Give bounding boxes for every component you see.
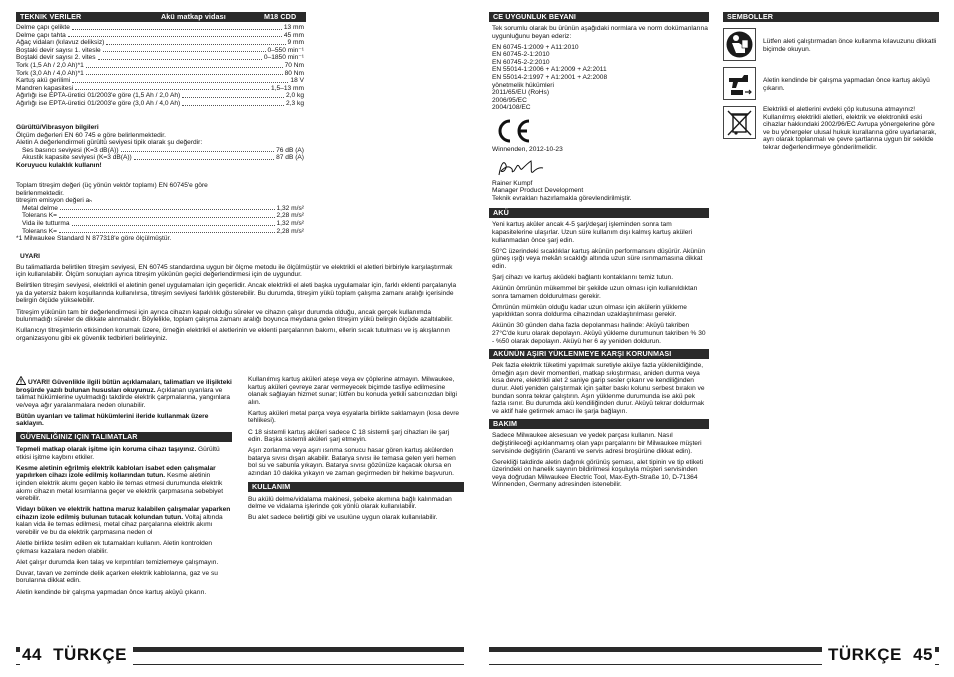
- read-manual-icon: [723, 28, 756, 61]
- spec-row-value: 13 mm: [283, 24, 304, 31]
- spec-row-label: Ağırlığı ise EPTA-üretici 01/2003'e göre (3,0 Ah / 4,0 Ah): [16, 99, 181, 107]
- aku-paragraph: Ömrünün mümkün olduğu kadar uzun olması için akülerin yükleme yapıldıktan sonra doldurma cihazından uzaklaştırılması gerekir.: [492, 303, 687, 319]
- spec-row: [16, 70, 304, 78]
- ce-authorization: Teknik evrakları hazırlamakla görevlendirilmiştir.: [492, 194, 632, 202]
- crossed-bin-icon: [723, 106, 756, 139]
- symbol-row-3: [723, 106, 939, 152]
- vibration-section: [16, 182, 304, 243]
- spec-header: [16, 12, 306, 22]
- safety-column: [16, 376, 232, 600]
- usage-p1: Bu akülü delme/vidalama makinesi, şebeke akımına bağlı kalınmadan delme ve vidalama işlerinde çok yönlü olarak kullanılabilir.: [248, 495, 452, 511]
- spec-model: M18 CDD: [264, 12, 297, 21]
- spec-row-value: 0–1850 min⁻¹: [263, 54, 304, 62]
- warning-section: [16, 253, 464, 346]
- warning-p2: Belirtilen titreşim seviyesi, elektrikli el aletinin genel uygulamaları için geçerlidir. Ancak elektrikli el aleti başka uygulamalar için, farklı eklenti parçalarıyla ya da yetersiz bakım koşullarında kullanılırsa, titreşim seviyesi farklılık gösterebilir. Bu durumda, titreşim yükü toplam çalışma zamanı aralığı içerisinde belirgin ölçüde yükselebilir.: [16, 282, 457, 305]
- overload-paragraph: Pek fazla elektrik tüketimi yapılmak suretiyle aküye fazla yüklenildiğinde, örneğin aşırı devir momentleri, matkap sıkıştırması, aniden durma veya kısa devre, elektrikli alet 2 saniye garip sesler çıkarır ve kendiliğinden durur. Aleti yeniden çalıştırmak için şalter baskı kolunu serbest bırakın ve bundan sonra tekrar çalıştırın. Aşırı yüklenme durumunda ise akü pek fazla ısınır. Bu durumda akü kendiliğinden durur. Aküyü tekrar doldurmak ve aktif hale getirmek amacı ile şarja bağlayın.: [492, 362, 705, 415]
- language-right: TÜRKÇE: [828, 645, 902, 664]
- spec-title: TEKNIK VERILER: [20, 12, 82, 21]
- safety-header: GÜVENLIĞINIZ IÇIN TALIMATLAR: [16, 432, 232, 442]
- aku-paragraph: Akünün 30 günden daha fazla depolanması halinde: Aküyü takriben 27°C'de kuru olarak depolayın. Aküyü yükleme durumunun takriben % 30 - %50 olarak depolayın. Aküyü her 6 ay yeniden doldurun.: [492, 322, 706, 345]
- symbol-row-2: [723, 67, 939, 100]
- symbols-column: [723, 12, 939, 152]
- spec-row-label: Ağırlığı ise EPTA-üretici 01/2003'e göre (1,5 Ah / 2,0 Ah): [16, 92, 181, 100]
- usage-header: KULLANIM: [248, 482, 464, 492]
- spec-row-label: Tork (3,0 Ah / 4,0 Ah)*1: [16, 69, 84, 77]
- safety-item-3: Vidayı büken ve elektrik hattına maruz kalabilen çalışmalar yaparken cihazın izole edilmiş bulunan tutacak kolundan tutun. Voltaj altında kalan vida ile temas edilmesi, metal cihaz parçalarına elektrik akımı verebilir ve bu da elektrik çarpmasına neden ol: [16, 506, 231, 536]
- noise-row-label: Akustik kapasite seviyesi (K=3 dB(A)): [22, 154, 132, 162]
- bakim-paragraph: Sadece Milwaukee aksesuarı ve yedek parçası kullanın. Nasıl değiştirileceği açıklanmamış olan yapı parçalarını bir Milwaukee müşteri servisinde değiştirin (Garanti ve servis adresi broşürüne dikkat edin).: [492, 432, 702, 455]
- vib-row-value: 2,28 m/s²: [276, 227, 304, 235]
- ce-norm-line: 2006/95/EC: [492, 96, 527, 104]
- attention-keep: Bütün uyarıları ve talimat hükümlerini ileride kullanmak üzere saklayın.: [16, 412, 209, 428]
- remove-battery-icon: [723, 67, 756, 100]
- attention-block: [16, 376, 232, 409]
- ce-header: CE UYGUNLUK BEYANI: [489, 12, 709, 22]
- safety-item-6: Duvar, tavan ve zeminde delik açarken elektrik kablolarına, gaz ve su borularına dikkat edin.: [16, 569, 218, 585]
- vib-row: [22, 228, 304, 236]
- col2-p3: C 18 sistemli kartuş aküleri sadece C 18 sistemli şarj cihazları ile şarj edin. Başka sistemli aküleri şarj etmeyin.: [248, 428, 450, 444]
- noise-p1: Ölçüm değerleri EN 60 745 e göre belirlenmektedir.: [16, 131, 166, 139]
- vib-row-value: 2,28 m/s²: [276, 212, 304, 220]
- overload-header: AKÜNÜN AŞIRI YÜKLENMEYE KARŞI KORUNMASI: [489, 349, 709, 359]
- noise-row-label: Ses basıncı seviyesi (K=3 dB(A)): [22, 146, 119, 154]
- ce-mark: [493, 118, 533, 144]
- col2-p4: Aşırı zorlanma veya aşırı ısınma sonucu hasar gören kartuş akülerden batarya sıvısı dışarı akabilir. Batarya sıvısı ile temasa gelen yeri hemen bol su ve sabunla yıkayın. Batarya sıvısı gözünüze kaçacak olursa en azından 10 dakika yıkayın ve zaman geçirmeden bir hekime başvurun.: [248, 447, 456, 478]
- safety-item-1: Tepmeli matkap olarak işitme için koruma cihazı taşıyınız. Gürültü etkisi işitme kaybını etkiler.: [16, 446, 220, 461]
- noise-row-value: 76 dB (A): [276, 146, 304, 154]
- symbol-text-2: Aletin kendinde bir çalışma yapmadan önce kartuş aküyü çıkarın.: [763, 77, 930, 92]
- vib-row-label: Tolerans K=: [22, 212, 58, 220]
- spec-row-label: Ağaç vidaları (kılavuz deliksiz): [16, 39, 105, 47]
- ce-norm-line: 2004/108/EC: [492, 104, 531, 112]
- ce-intro: Tek sorumlu olarak bu ürünün aşağıdaki normlara ve norm dokümanlarına uygunluğunu beyan ederiz:: [492, 25, 708, 40]
- spec-row-label: Boştaki devir sayısı 1. vitesle: [16, 46, 101, 54]
- noise-row-value: 87 dB (A): [276, 154, 304, 162]
- usage-p2: Bu alet sadece belirtiği gibi ve usulüne uygun olarak kullanılabilir.: [248, 514, 438, 522]
- right-footer: [489, 646, 939, 666]
- noise-title: Gürültü/Vibrasyon bilgileri: [16, 124, 99, 131]
- bakim-header: BAKIM: [489, 419, 709, 429]
- safety-item-5: Alet çalışır durumda iken talaş ve kırpıntıları temizlemeye çalışmayın.: [16, 558, 219, 566]
- attention-bold: UYARI! Güvenlikle ilgili bütün açıklamaları, talimatları ve ilişikteki broşürde yazılı bulunan hususları okuyunuz.: [16, 379, 232, 394]
- attention-rest: Açıklanan uyarılara ve talimat hükümlerine uyulmadığı takdirde elektrik çarpmalarına, yangınlara ve/veya ağır yaralanmalara neden olunabilir.: [16, 386, 231, 409]
- spec-row-label: Delme çapı çelikte: [16, 24, 70, 31]
- vib-row-value: 1,32 m/s²: [276, 204, 304, 212]
- warning-p1: Bu talimatlarda belirtilen titreşim seviyesi, EN 60745 standardına uygun bir ölçme metodu ile ölçülmüştür ve elektrikli el aletleri birbiriyle karşılaştırmak için kullanılabilir. Ölçüm sonuçları ayrıca titreşim yükünün geçici değerlendirmesi için de uygundur.: [16, 263, 453, 279]
- spec-product: Akü matkap vidası: [161, 12, 226, 21]
- safety-item-4: Aletle birlikte teslim edilen ek tutamakları kullanın. Aletin kontrolden çıkması kazalara neden olabilir.: [16, 540, 213, 555]
- spec-row: [16, 47, 304, 55]
- vib-row: [22, 212, 304, 220]
- warning-p4: Kullanıcıyı titreşimlerin etkisinden korumak üzere, örneğin elektrikli el aletlerinin ve eklenti parçalarının bakımı, ellerin sıcak tutulması ve iş akışlarının organizasyonu gibi ek güvenlik tedbirleri belirleyiniz.: [16, 327, 450, 342]
- vib-row-label: Vida ile tutturma: [22, 219, 70, 227]
- spec-row-value: 45 mm: [283, 31, 304, 39]
- left-footer: [16, 646, 464, 666]
- vib-row: [22, 205, 304, 213]
- ce-norm-line: EN 55014-2:1997 + A1:2001 + A2:2008: [492, 74, 608, 82]
- spec-table: [16, 24, 304, 108]
- signature: [495, 157, 709, 179]
- aku-paragraph: Akünün ömrünün mükemmel bir şekilde uzun olması için kullanıldıktan sonra tamamen doldurulması gerekir.: [492, 285, 698, 300]
- aku-paragraph: Yeni kartuş aküler ancak 4-5 şarj/deşarj işleminden sonra tam kapasitelerine ulaşırlar. Uzun süre kullanım dışı kalmış kartuş aküleri kullanmadan önce şarj edin.: [492, 221, 693, 244]
- vib-row: [22, 220, 304, 228]
- warning-triangle-icon: [16, 376, 26, 385]
- symbol-row-1: [723, 28, 939, 61]
- vib-p2: titreşim emisyon değeri aₕ: [16, 197, 92, 205]
- vib-note: *1 Milwaukee Standard N 877318'e göre ölçülmüştür.: [16, 235, 172, 243]
- spec-row-label: Mandren kapasitesi: [16, 84, 74, 92]
- spec-row-value: 2,3 kg: [286, 99, 304, 107]
- ce-norm-line: 2011/65/EU (RoHs): [492, 89, 550, 97]
- ear-protection-note: Koruyucu kulaklık kullanın!: [16, 161, 102, 169]
- spec-row: [16, 85, 304, 93]
- spec-row-label: Tork (1,5 Ah / 2,0 Ah)*1: [16, 61, 84, 69]
- ce-norm-line: EN 60745-2-1:2010: [492, 51, 550, 59]
- spec-row: [16, 77, 304, 85]
- warning-title: UYARI: [20, 253, 40, 260]
- noise-p2: Aletin A değerlendirmeli gürültü seviyesi tipik olarak şu değerdir:: [16, 139, 203, 147]
- symbols-header: SEMBOLLER: [723, 12, 939, 22]
- ce-column: [489, 12, 709, 493]
- vib-row-value: 1,32 m/s²: [276, 219, 304, 227]
- warning-p3: Titreşim yükünün tam bir değerlendirmesi için ayrıca cihazın kapalı olduğu süreler ve cihazın çalışır durumda olduğu, ancak gerçek kullanımda bulunmadığı süreler de dikkate alınmalıdır. Böylelikle, toplam çalışma zamanı aralığı boyunca meydana gelen titreşim yükü belirgin ölçüde azaltılabilir.: [16, 308, 453, 324]
- battery-disposal-column: [248, 376, 464, 525]
- spec-row: [16, 54, 304, 62]
- spec-row: [16, 92, 304, 100]
- vib-row-label: Tolerans K=: [22, 227, 58, 235]
- spec-row-value: 9 mm: [287, 39, 304, 47]
- spec-row-value: 2,0 kg: [286, 92, 304, 100]
- aku-header: AKÜ: [489, 208, 709, 218]
- page-number-left: 44: [22, 645, 42, 664]
- spec-row: [16, 24, 304, 32]
- symbol-text-3: Elektrikli el aletlerini evdeki çöp kutusuna atmayınız! Kullanılmış elektrikli aletleri, elektrik ve elektronikli eski cihazlar hakkındaki 2002/96/EC Avrupa yönergelerine göre ve bu yönergeler ulusal hukuk kurallarına göre uyarlanarak, ayrı olarak toplanmalı ve çevre şartlarına uygun bir sekilde tekrar değerlendirmeye gönderilmelidir.: [763, 106, 937, 151]
- ce-place-date: Winnenden, 2012-10-23: [492, 146, 563, 154]
- aku-paragraph: Şarj cihazı ve kartuş aküdeki bağlantı kontaklarını temiz tutun.: [492, 273, 674, 281]
- safety-item-2: Kesme aletinin eğrilmiş elektrik kabloları isabet eden çalışmalar yapılırken cihazı izole edilmiş kollarından tutun. Kesme aletinin içinden elektrik akımı geçen kablo ile temas etmesi durumunda elektrik akımı cihazın metal kısımlarına geçer ve elektrik çarpmasına sebebiyet verebilir.: [16, 464, 224, 503]
- col2-p1: Kullanılmış kartuş aküleri ateşe veya ev çöplerine atmayın. Milwaukee, kartuş aküleri çevreye zarar vermeyecek biçimde tasfiye edilmesine olanak sağlayan hizmet sunar; lütfen bu konuda yetkili satıcınızdan bilgi alın.: [248, 376, 457, 406]
- ce-norm-line: EN 55014-1:2006 + A1:2009 + A2:2011: [492, 66, 607, 74]
- language-left: TÜRKÇE: [53, 645, 127, 664]
- noise-row: [22, 154, 304, 162]
- ce-norm-line: yönetmelik hükümleri: [492, 81, 554, 89]
- spec-row-label: Boştaki devir sayısı 2. vites: [16, 54, 96, 62]
- ce-norm-line: EN 60745-1:2009 + A11:2010: [492, 43, 579, 51]
- col2-p2: Kartuş aküleri metal parça veya eşyalarla birlikte saklamayın (kısa devre tehlikesi).: [248, 409, 460, 425]
- noise-row: [22, 147, 304, 155]
- spec-row-label: Kartuş akü gerilimi: [16, 77, 71, 85]
- aku-paragraph: 50°C üzerindeki sıcaklıklar kartuş akünün performansını düşürür. Akünün güneş ışığı veya mekân sıcaklığı altında uzun süre ısınmamasına dikkat edin.: [492, 247, 706, 270]
- bakim-paragraph: Gerekliği takdirde aletin dağınık görünüş şeması, alet tipinin ve tip etiketi üzerindeki on hanelik sayının bildirilmesi koşuluyla müşteri servisinden veya doğrudan Milwaukee Electric Tool, Max-Eyth-Straße 10, D-71364 Winnenden, Germany adresinden istenebilir.: [492, 458, 704, 489]
- safety-item-7: Aletin kendinde bir çalışma yapmadan önce kartuş aküyü çıkarın.: [16, 588, 207, 596]
- spec-row-value: 18 V: [290, 77, 304, 85]
- spec-row-value: 0–550 min⁻¹: [267, 46, 304, 54]
- ce-name: Rainer Kumpf: [492, 179, 533, 187]
- symbol-text-1: Lütfen aleti çalıştırmadan önce kullanma kılavuzunu dikkatli biçimde okuyun.: [763, 38, 937, 53]
- spec-row: [16, 100, 304, 108]
- ce-norm-line: EN 60745-2-2:2010: [492, 58, 550, 66]
- spec-row-value: 80 Nm: [284, 69, 304, 77]
- spec-row-value: 70 Nm: [284, 61, 304, 69]
- spec-row: [16, 39, 304, 47]
- vib-row-label: Metal delme: [22, 204, 58, 212]
- noise-section: [16, 124, 304, 170]
- page-number-right: 45: [913, 645, 933, 664]
- spec-row-label: Delme çapı tahta: [16, 31, 66, 39]
- spec-row-value: 1,5–13 mm: [271, 84, 304, 92]
- spec-row: [16, 32, 304, 40]
- spec-row: [16, 62, 304, 70]
- ce-role: Manager Product Development: [492, 187, 584, 195]
- vib-p1: Toplam titreşim değeri (üç yönün vektör toplamı) EN 60745'e göre belirlenmektedir.: [16, 182, 208, 197]
